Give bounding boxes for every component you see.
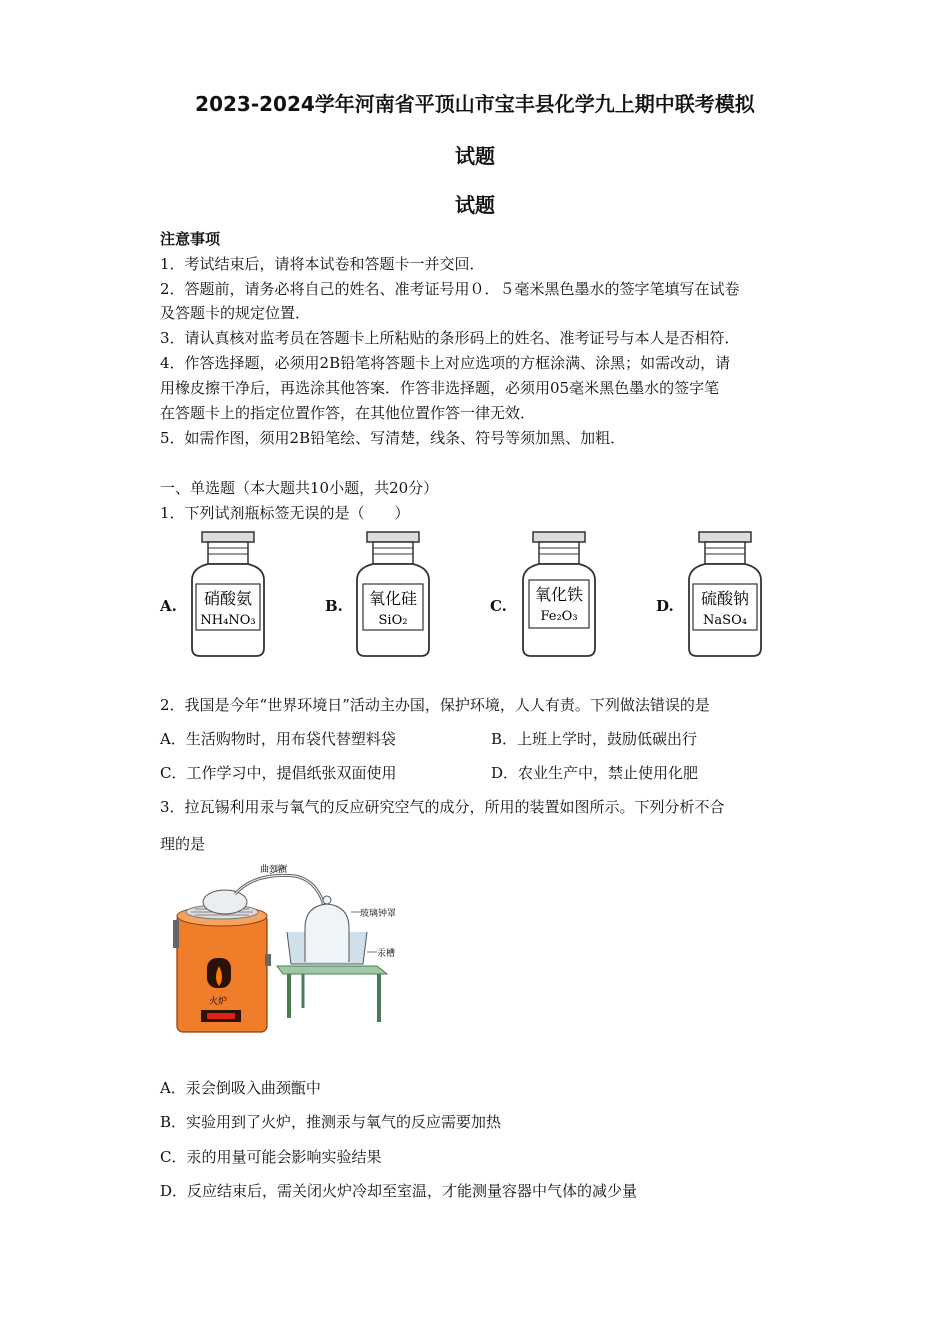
reagent-bottle-icon xyxy=(353,530,433,660)
q2-option-a[interactable]: A．生活购物时，用布袋代替塑料袋 xyxy=(160,730,396,748)
title-line3: 试题 xyxy=(455,193,495,217)
q2-stem: 2．我国是今年“世界环境日”活动主办国，保护环境，人人有责。下列做法错误的是 xyxy=(160,696,710,714)
q1-bottle-c xyxy=(519,530,599,664)
trough-label: 汞槽 xyxy=(377,949,396,959)
reagent-bottle-icon xyxy=(685,530,765,660)
q3-option-a[interactable]: A．汞会倒吸入曲颈甑中 xyxy=(160,1079,321,1097)
label-formula: NH₄NO₃ xyxy=(200,613,256,628)
q2-option-b[interactable]: B．上班上学时，鼓励低碳出行 xyxy=(491,730,698,748)
retort-label: 曲颈甑 xyxy=(260,865,288,875)
q1-option-b-letter[interactable]: B. xyxy=(325,597,343,615)
q1-bottle-d xyxy=(685,530,765,664)
notice-item: 2．答题前，请务必将自己的姓名、准考证号用０．５毫米黑色墨水的签字笔填写在试卷 xyxy=(160,280,740,298)
notice-item: 3．请认真核对监考员在答题卡上所粘贴的条形码上的姓名、准考证号与本人是否相符． xyxy=(160,329,740,347)
label-formula: Fe₂O₃ xyxy=(540,609,578,624)
notice-item: 5．如需作图，须用2B铅笔绘、写清楚，线条、符号等须加黑、加粗． xyxy=(160,429,626,447)
q1-option-d-letter[interactable]: D. xyxy=(656,597,674,615)
label-name: 硫酸钠 xyxy=(700,589,750,608)
bell-jar-label: 玻璃钟罩 xyxy=(360,909,397,919)
q1-bottle-a xyxy=(188,530,268,664)
notice-heading: 注意事项 xyxy=(160,230,221,248)
q3-apparatus-figure xyxy=(165,862,410,1046)
q3-stem-line1: 3．拉瓦锡利用汞与氧气的反应研究空气的成分，所用的装置如图所示。下列分析不合 xyxy=(160,798,725,816)
label-name: 氧化硅 xyxy=(368,589,418,608)
furnace-label: 火炉 xyxy=(209,997,228,1007)
notice-item: 4．作答选择题，必须用2B铅笔将答题卡上对应选项的方框涂满、涂黑；如需改动，请 xyxy=(160,354,731,372)
notice-item: 用橡皮擦干净后，再选涂其他答案．作答非选择题，必须用05毫米黑色墨水的签字笔 xyxy=(160,379,720,397)
label-formula: NaSO₄ xyxy=(703,613,747,628)
q2-option-c[interactable]: C．工作学习中，提倡纸张双面使用 xyxy=(160,764,397,782)
section-heading: 一、单选题（本大题共10小题，共20分） xyxy=(160,479,439,497)
q3-stem-line2: 理的是 xyxy=(160,835,206,853)
label-name: 硝酸氨 xyxy=(203,589,253,608)
reagent-bottle-icon xyxy=(519,530,599,660)
label-name: 氧化铁 xyxy=(534,585,584,604)
q1-bottle-b xyxy=(353,530,433,664)
q3-option-c[interactable]: C．汞的用量可能会影响实验结果 xyxy=(160,1148,382,1166)
q2-option-d[interactable]: D．农业生产中，禁止使用化肥 xyxy=(491,764,699,782)
q1-option-c-letter[interactable]: C. xyxy=(490,597,507,615)
notice-item: 在答题卡上的指定位置作答，在其他位置作答一律无效． xyxy=(160,404,536,422)
reagent-bottle-icon xyxy=(188,530,268,660)
q3-option-b[interactable]: B．实验用到了火炉，推测汞与氧气的反应需要加热 xyxy=(160,1113,502,1131)
q3-option-d[interactable]: D．反应结束后，需关闭火炉冷却至室温，才能测量容器中气体的减少量 xyxy=(160,1182,638,1200)
notice-item: 1．考试结束后，请将本试卷和答题卡一并交回． xyxy=(160,255,485,273)
q1-stem: 1．下列试剂瓶标签无误的是（ ） xyxy=(160,504,410,522)
title-line2: 试题 xyxy=(455,144,495,168)
label-formula: SiO₂ xyxy=(378,613,408,628)
q1-option-a-letter[interactable]: A. xyxy=(160,597,177,615)
notice-item: 及答题卡的规定位置． xyxy=(160,304,311,322)
title-line1: 2023-2024学年河南省平顶山市宝丰县化学九上期中联考模拟 xyxy=(195,92,755,116)
